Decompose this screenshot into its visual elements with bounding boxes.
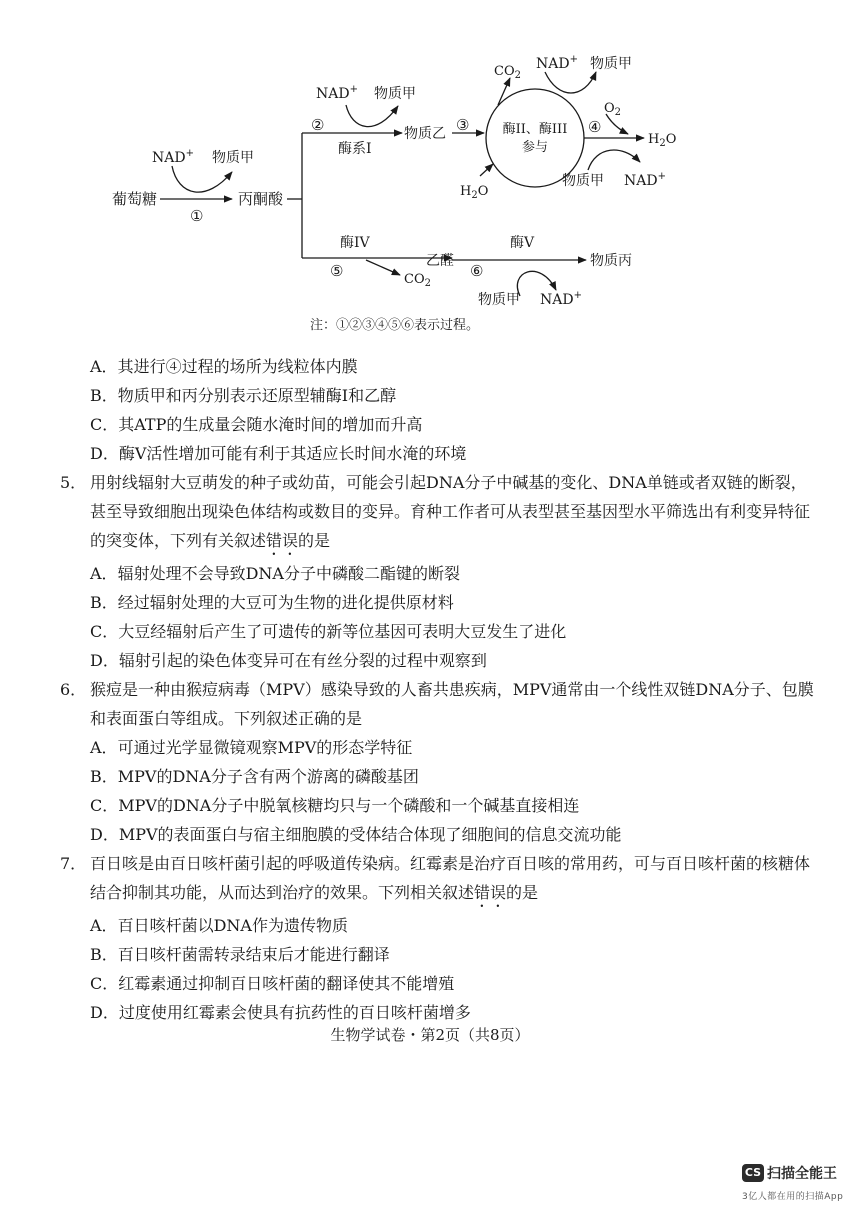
emphasis-wrong: 错误: [474, 883, 507, 902]
q4-option-d: D．酶Ⅴ活性增加可能有利于其适应长时间水淹的环境: [90, 444, 467, 463]
q6-option-b: B．MPV的DNA分子含有两个游离的磷酸基团: [90, 767, 419, 786]
h2o-label-bottom: $H_2O$: [460, 184, 489, 201]
circle-participate-label: 参与: [521, 140, 549, 155]
q6-option-d: D．MPV的表面蛋白与宿主细胞膜的受体结合体现了细胞间的信息交流功能: [90, 825, 622, 844]
scanner-watermark: [742, 1162, 843, 1202]
pyruvate-label: 丙酮酸: [238, 190, 284, 208]
circle-enzyme-label: 酶II、酶III: [502, 122, 568, 137]
emphasis-wrong: 错误: [266, 531, 299, 550]
scanner-tagline: 3亿人都在用的扫描App: [742, 1191, 844, 1202]
q4-option-b: B．物质甲和丙分别表示还原型辅酶Ⅰ和乙醇: [90, 386, 397, 405]
substance-c-label: 物质丙: [590, 253, 632, 269]
substance-a-label-4: 物质甲: [562, 173, 604, 189]
q7-option-c: C．红霉素通过抑制百日咳杆菌的翻译使其不能增殖: [90, 974, 455, 993]
q5-option-b: B．经过辐射处理的大豆可为生物的进化提供原材料: [90, 593, 454, 612]
step-4-marker: ④: [588, 118, 602, 136]
q6-option-a: A．可通过光学显微镜观察MPV的形态学特征: [90, 738, 413, 757]
scanner-logo-icon: CS: [742, 1164, 764, 1182]
substance-b-label: 物质乙: [404, 126, 446, 142]
enzyme-system-1-label: 酶系I: [338, 141, 372, 157]
step-1-marker: ①: [190, 207, 204, 225]
q4-option-a: A．其进行④过程的场所为线粒体内膜: [90, 357, 358, 376]
question-7-stem: 7． 百日咳是由百日咳杆菌引起的呼吸道传染病。红霉素是治疗百日咳的常用药，可与百日咳杆菌的核糖体结合抑制其功能，从而达到治疗的效果。下列相关叙述错误的是: [60, 849, 820, 911]
question-6-stem: 6． 猴痘是一种由猴痘病毒（MPV）感染导致的人畜共患疾病，MPV通常由一个线性双链DNA分子、包膜和表面蛋白等组成。下列叙述正确的是: [60, 675, 820, 733]
o2-label: $O_2$: [604, 101, 622, 118]
q4-option-c: C．其ATP的生成量会随水淹时间的增加而升高: [90, 415, 423, 434]
nad-plus-label-2: NAD+: [316, 84, 358, 102]
co2-label-bottom: $CO_2$: [404, 272, 431, 289]
question-7-number: 7．: [60, 854, 87, 873]
q5-option-a: A．辐射处理不会导致DNA分子中磷酸二酯键的断裂: [90, 564, 460, 583]
q7-option-a: A．百日咳杆菌以DNA作为遗传物质: [90, 916, 348, 935]
nad-plus-label-4: NAD+: [624, 171, 666, 189]
q7-option-b: B．百日咳杆菌需转录结束后才能进行翻译: [90, 945, 390, 964]
substance-a-label-5: 物质甲: [478, 292, 520, 308]
substance-a-label-3: 物质甲: [590, 56, 632, 72]
enzyme-5-label: 酶V: [510, 235, 535, 251]
step-3-marker: ③: [456, 116, 470, 134]
glucose-label: 葡萄糖: [112, 190, 158, 208]
q5-option-c: C．大豆经辐射后产生了可遗传的新等位基因可表明大豆发生了进化: [90, 622, 567, 641]
respiration-pathway-diagram: [0, 0, 860, 340]
nad-plus-label-1: NAD+: [152, 148, 194, 166]
question-4-options: [60, 352, 820, 468]
nad-plus-label-3: NAD+: [536, 54, 578, 72]
substance-a-label-2: 物质甲: [374, 86, 416, 102]
scanner-brand-name: 扫描全能王: [767, 1165, 837, 1182]
step-6-marker: ⑥: [470, 262, 484, 280]
question-5-stem: 5． 用射线辐射大豆萌发的种子或幼苗，可能会引起DNA分子中碱基的变化、DNA单链或者双链的断裂，甚至导致细胞出现染色体结构或数目的变异。育种工作者可从表型甚至基因型水平筛选出有利变异特征的突变体，下列有关叙述错误的是: [60, 468, 820, 559]
step-5-marker: ⑤: [330, 262, 344, 280]
q7-option-d: D．过度使用红霉素会使具有抗药性的百日咳杆菌增多: [90, 1003, 471, 1022]
q6-option-c: C．MPV的DNA分子中脱氧核糖均只与一个磷酸和一个碱基直接相连: [90, 796, 580, 815]
diagram-note: 注：①②③④⑤⑥表示过程。: [310, 318, 480, 333]
step-2-marker: ②: [311, 116, 325, 134]
enzyme-4-label: 酶IV: [340, 235, 370, 251]
q5-option-d: D．辐射引起的染色体变异可在有丝分裂的过程中观察到: [90, 651, 487, 670]
question-5-number: 5．: [60, 473, 87, 492]
h2o-label-right: $H_2O$: [648, 132, 677, 149]
question-6-number: 6．: [60, 680, 87, 699]
substance-a-label-1: 物质甲: [212, 150, 254, 166]
page-footer: 生物学试卷・第2页（共8页）: [330, 1026, 530, 1044]
nad-plus-label-5: NAD+: [540, 290, 582, 308]
acetaldehyde-label: 乙醛: [426, 253, 454, 269]
co2-label-top: $CO_2$: [494, 64, 521, 81]
questions-area: [60, 352, 820, 1027]
